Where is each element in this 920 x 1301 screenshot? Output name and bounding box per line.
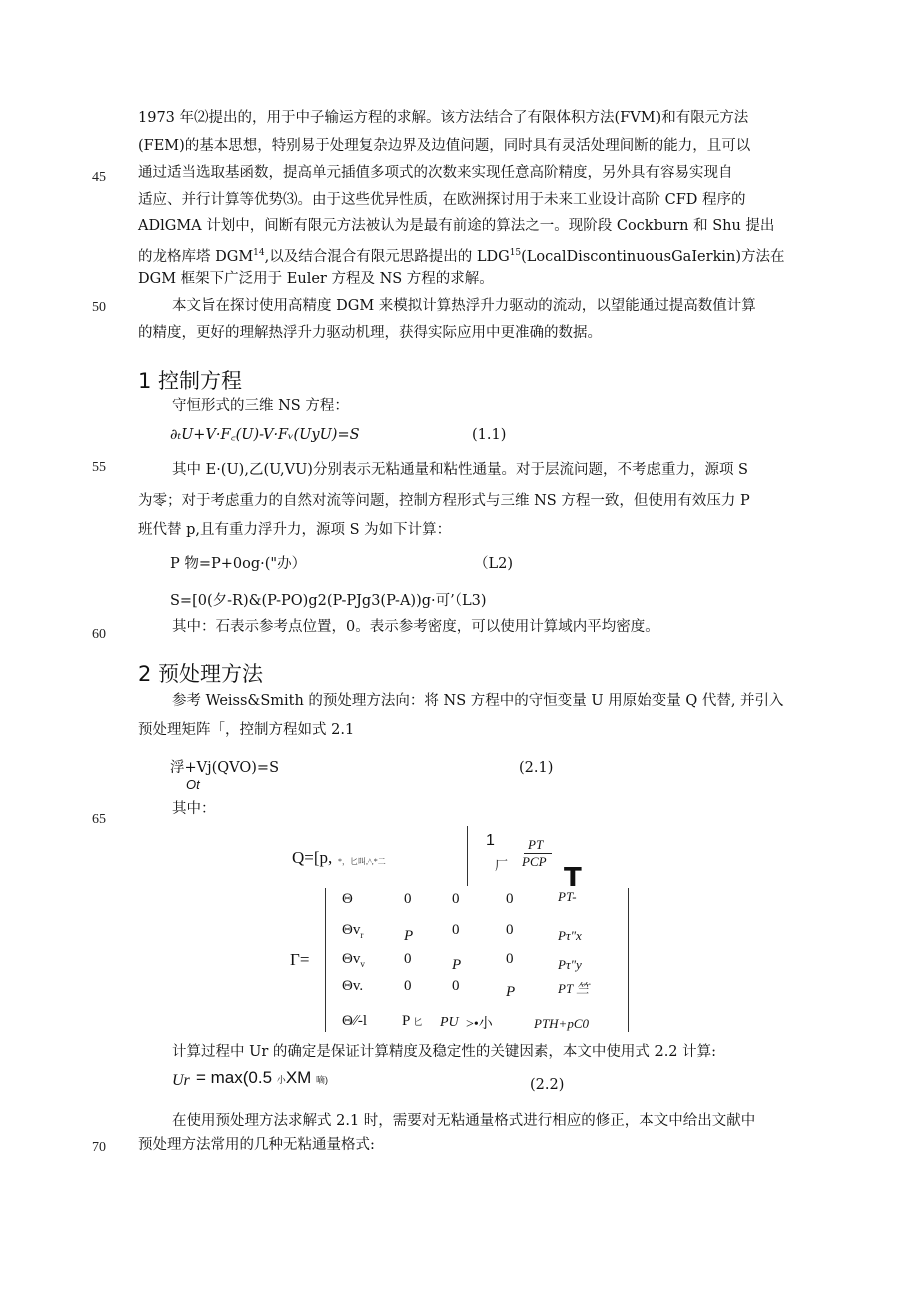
body-text-line: 1973 年⑵提出的，用于中子输运方程的求解。该方法结合了有限体积方法(FVM)和有限元方法 xyxy=(138,110,749,126)
body-text-line: 班代替 p,且有重力浮升力，源项 S 为如下计算： xyxy=(138,522,452,538)
equation-number: (2.2) xyxy=(530,1077,565,1093)
section-heading: 2 预处理方法 xyxy=(138,662,264,686)
body-text-line: 其中 E·(U),乙(U,VU)分别表示无粘通量和粘性通量。对于层流问题，不考虑重力，源项 S xyxy=(172,462,748,478)
body-text-line: 的精度，更好的理解热浮升力驱动机理，获得实际应用中更准确的数据。 xyxy=(138,325,602,341)
equation-rhs xyxy=(196,1068,328,1088)
subscript: 匕 xyxy=(413,1017,423,1027)
equation: 浮+Vj(QVO)=S xyxy=(170,760,280,776)
body-text-line xyxy=(138,245,785,265)
citation: 14 xyxy=(253,248,265,258)
matrix-cell: $\Theta v_r$ xyxy=(342,922,364,940)
body-text-line: 预处理方法常用的几种无粘通量格式: xyxy=(138,1137,375,1153)
line-number: 65 xyxy=(92,812,106,827)
matrix-cell: >•小 xyxy=(466,1017,493,1032)
matrix-cell: $\Theta v_v$ xyxy=(342,951,365,969)
gamma-label: Γ= xyxy=(290,950,310,969)
body-text-line: (FEM)的基本思想，特别易于处理复杂边界及边值问题，同时具有灵活处理间断的能力，且可以 xyxy=(138,138,751,154)
q-vector-components: *，匕叫,^,*二 xyxy=(338,857,386,866)
text-fragment: (LocalDiscontinuousGaIerkin)方法在 xyxy=(521,248,785,265)
line-number: 70 xyxy=(92,1140,106,1155)
body-text-line: 计算过程中 Ur 的确定是保证计算精度及稳定性的关键因素，本文中使用式 2.2 计算: xyxy=(172,1044,717,1060)
matrix-cell: Pτ"y xyxy=(558,957,582,972)
equation: ∂ₜU+V·F꜀(U)-V·Fᵥ(UyU)=S xyxy=(170,427,360,443)
matrix-cell xyxy=(402,1013,423,1030)
matrix-cell: P xyxy=(506,984,516,1000)
body-text-line: DGM 框架下广泛用于 Euler 方程及 NS 方程的求解。 xyxy=(138,271,494,287)
q-bracket xyxy=(467,826,468,886)
equation: P 物=P+0og·("办） xyxy=(170,556,307,572)
body-text-line: 其中： xyxy=(172,801,216,817)
body-text-line: 其中：石表示参考点位置，0。表示参考密度，可以使用计算域内平均密度。 xyxy=(172,619,660,635)
body-text-line: 预处理矩阵「，控制方程如式 2.1 xyxy=(138,722,355,738)
equation-subscript: Ot xyxy=(186,777,200,792)
equation-text: = max(0.5 xyxy=(196,1068,273,1087)
equation-small: 小 xyxy=(276,1075,286,1085)
matrix-cell: 0 xyxy=(506,922,514,938)
body-text-line: 守恒形式的三维 NS 方程： xyxy=(172,398,349,414)
matrix-cell: PU xyxy=(440,1015,459,1030)
matrix-cell: 0 xyxy=(452,922,460,938)
line-number: 50 xyxy=(92,300,106,315)
matrix-cell: PT- xyxy=(558,889,577,904)
matrix-cell: P xyxy=(452,957,462,973)
matrix-cell: Θv. xyxy=(342,978,364,994)
matrix-bracket-right xyxy=(628,888,629,1032)
q-vector-label: Q=[p, xyxy=(292,848,333,867)
line-number: 60 xyxy=(92,627,106,642)
matrix-cell: 0 xyxy=(404,891,412,907)
q-transpose: T xyxy=(564,863,582,893)
matrix-cell-text: P xyxy=(402,1013,410,1029)
body-text-line: 在使用预处理方法求解式 2.1 时，需要对无粘通量格式进行相应的修正，本文中给出文献中 xyxy=(172,1113,756,1129)
text-fragment: ,以及结合混合有限元思路提出的 LDG xyxy=(264,248,510,265)
q-one: 1 xyxy=(486,832,495,849)
equation-number: (1.1) xyxy=(472,427,507,443)
matrix-cell: P xyxy=(404,928,414,944)
matrix-cell: 0 xyxy=(452,891,460,907)
body-text-line: ADlGMA 计划中，间断有限元方法被认为是最有前途的算法之一。现阶段 Cockburn 和 Shu 提出 xyxy=(138,218,775,234)
q-hook: 厂 xyxy=(495,858,509,873)
body-text-line: 本文旨在探讨使用高精度 DGM 来模拟计算热浮升力驱动的流动，以望能通过提高数值计算 xyxy=(172,298,756,314)
matrix-cell: Θ∕∕-l xyxy=(342,1013,368,1029)
body-text-line: 适应、并行计算等优势⑶。由于这些优异性质，在欧洲探讨用于未来工业设计高阶 CFD 程序的 xyxy=(138,192,746,208)
matrix-cell: Pτ"x xyxy=(558,928,582,943)
q-frac-denominator: PCP xyxy=(522,854,547,869)
matrix-bracket-left xyxy=(325,888,326,1032)
body-text-line: 参考 Weiss&Smith 的预处理方法向：将 NS 方程中的守恒变量 U 用原始变量 Q 代替, 并引入 xyxy=(172,693,784,709)
equation: S=[0(夕-R)&(P-PO)g2(P-PJg3(P-A))g·可’（L3) xyxy=(170,593,487,609)
body-text-line: 通过适当选取基函数，提高单元插值多项式的次数来实现任意高阶精度，另外具有容易实现自 xyxy=(138,165,733,181)
matrix-cell: 0 xyxy=(506,951,514,967)
matrix-cell: 0 xyxy=(404,978,412,994)
equation-lhs: Ur xyxy=(172,1072,190,1089)
matrix-cell: 0 xyxy=(506,891,514,907)
citation: 15 xyxy=(509,248,522,258)
matrix-cell: PT 竺 xyxy=(558,981,590,996)
subscript: r xyxy=(360,930,364,940)
section-heading: 1 控制方程 xyxy=(138,369,243,393)
equation-number: (2.1) xyxy=(519,760,554,776)
subscript: v xyxy=(360,959,365,969)
body-text-line: 为零；对于考虑重力的自然对流等问题，控制方程形式与三维 NS 方程一致，但使用有效压力 P xyxy=(138,493,750,509)
equation-text: XM xyxy=(285,1068,312,1087)
matrix-cell: PTH+pC0 xyxy=(534,1016,590,1031)
line-number: 55 xyxy=(92,460,106,475)
equation-number: （L2) xyxy=(474,556,514,572)
text-fragment: 的龙格库塔 DGM xyxy=(138,248,254,265)
matrix-cell: 0 xyxy=(404,951,412,967)
line-number: 45 xyxy=(92,170,106,185)
matrix-cell: Θ xyxy=(342,891,353,907)
matrix-cell: 0 xyxy=(452,978,460,994)
q-frac-numerator: PT xyxy=(528,837,544,852)
equation-small: 嘀) xyxy=(316,1075,329,1085)
